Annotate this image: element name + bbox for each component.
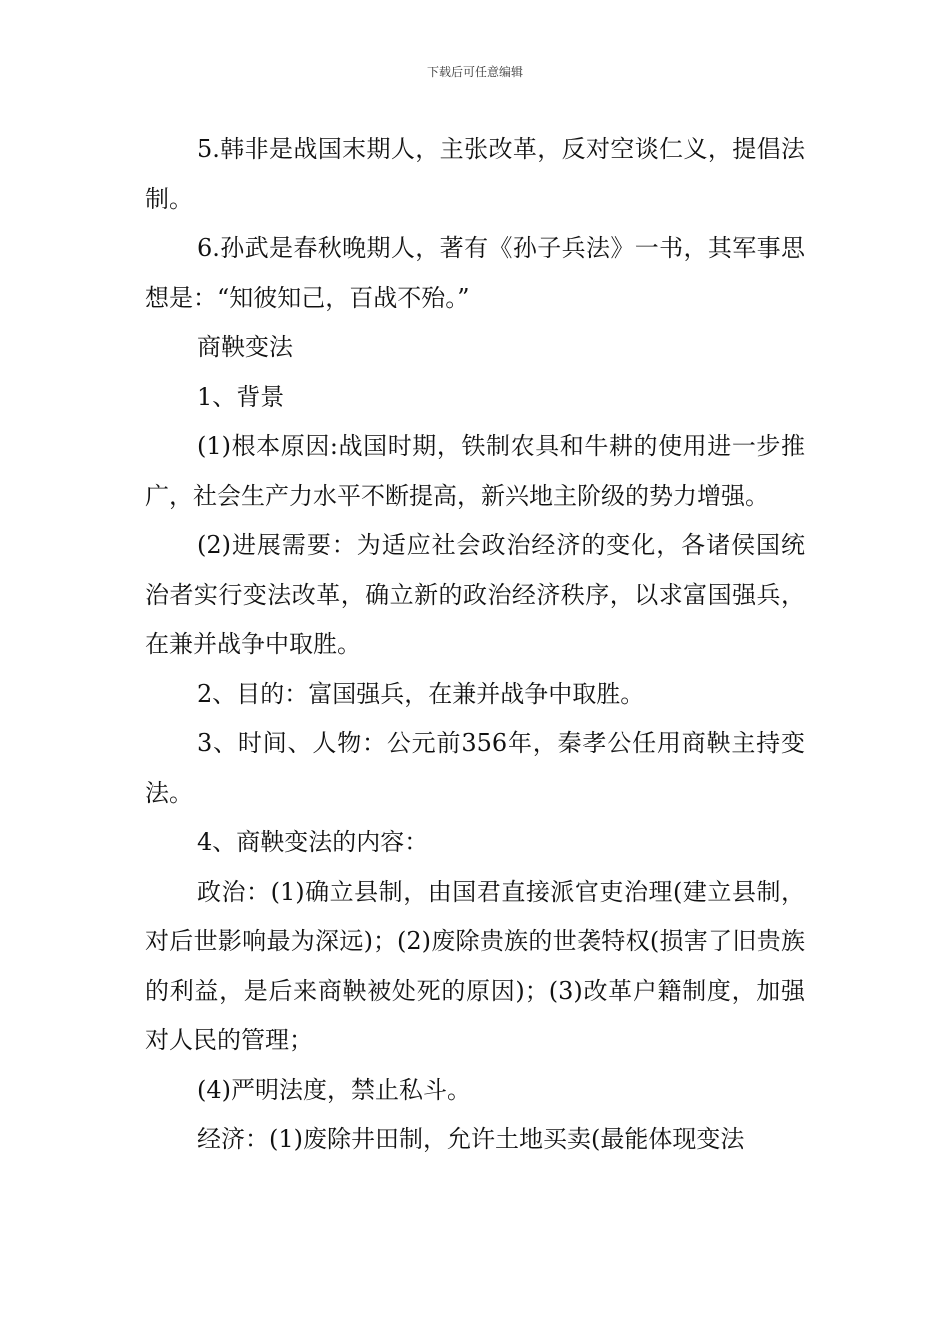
paragraph-time-person: 3、时间、人物：公元前356年，秦孝公任用商鞅主持变法。 [145, 729, 805, 807]
paragraph-root-cause: (1)根本原因:战国时期，铁制农具和牛耕的使用进一步推广，社会生产力水平不断提高，新兴地主阶级的势力增强。 [145, 432, 805, 510]
paragraph-purpose: 2、目的：富国强兵，在兼并战争中取胜。 [197, 679, 645, 708]
subheading-content: 4、商鞅变法的内容： [197, 828, 429, 856]
subheading-background: 1、背景 [197, 382, 285, 411]
page-header: 下载后可任意编辑 [426, 65, 523, 79]
document-body [145, 125, 805, 1165]
paragraph-hanfei: 5.韩非是战国末期人，主张改革，反对空谈仁义，提倡法制。 [145, 135, 805, 213]
paragraph-politics: 政治：(1)确立县制，由国君直接派官吏治理(建立县制，对后世影响最为深远)；(2)废除贵族的世袭特权(损害了旧贵族的利益，是后来商鞅被处死的原因)；(3)改革户籍制度，加强对人民的管理； [145, 877, 805, 1054]
paragraph-law: (4)严明法度，禁止私斗。 [197, 1075, 471, 1104]
paragraph-sunwu: 6.孙武是春秋晚期人，著有《孙子兵法》一书，其军事思想是：“知彼知己，百战不殆。” [145, 234, 805, 312]
section-title-shangyang: 商鞅变法 [197, 333, 293, 361]
paragraph-development-need: (2)进展需要：为适应社会政治经济的变化，各诸侯国统治者实行变法改革，确立新的政治经济秩序，以求富国强兵，在兼并战争中取胜。 [145, 531, 805, 658]
paragraph-economy: 经济：(1)废除井田制，允许土地买卖(最能体现变法 [197, 1125, 745, 1153]
